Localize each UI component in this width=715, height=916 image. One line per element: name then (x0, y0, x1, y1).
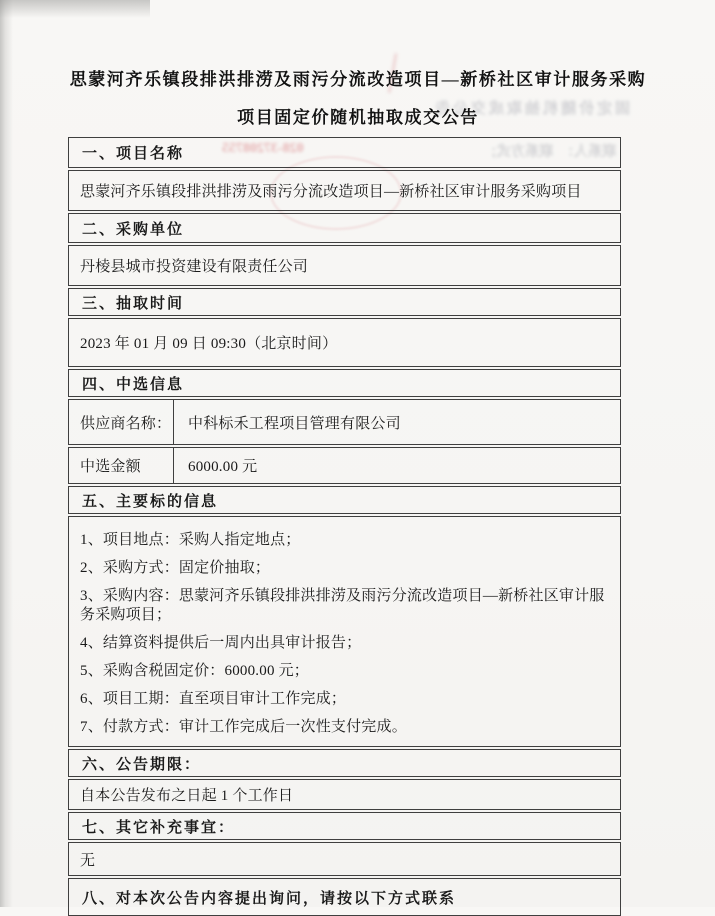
list-item: 1、项目地点：采购人指定地点； (80, 532, 301, 548)
table-row-section: 二、采购单位 (68, 213, 621, 243)
table-row-text: 2023 年 01 月 09 日 09:30（北京时间） (68, 318, 621, 367)
table-row-text: 自本公告发布之日起 1 个工作日 (68, 779, 621, 810)
list-item: 3、采购内容：思蒙河齐乐镇段排洪排涝及雨污分流改造项目—新桥社区审计服务采购项目； (80, 588, 605, 623)
list-item: 4、结算资料提供后一周内出具审计报告； (80, 635, 362, 651)
field-label: 供应商名称： (80, 415, 172, 432)
field-value: 6000.00 元 (173, 448, 620, 483)
table-row-section: 七、其它补充事宜： (68, 812, 621, 840)
table-row-text: 思蒙河齐乐镇段排洪排涝及雨污分流改造项目—新桥社区审计服务采购项目 (68, 170, 621, 211)
scan-corner-shadow (0, 0, 150, 18)
table-row-section: 一、项目名称 (68, 137, 621, 168)
page-title-line-1: 思蒙河齐乐镇段排洪排涝及雨污分流改造项目—新桥社区审计服务采购 (69, 70, 647, 89)
list-item: 7、付款方式：审计工作完成后一次性支付完成。 (80, 719, 407, 735)
table-row-section: 五、主要标的信息 (68, 486, 621, 514)
page-title-line-2: 项目固定价随机抽取成交公告 (237, 108, 479, 127)
bleedthrough-contact-labels: 联系人： 联系方式； (483, 145, 616, 160)
bleedthrough-text-upper: 固定价随机抽取成交公告 (432, 101, 631, 117)
announcement-table (68, 137, 621, 916)
list-item: 5、采购含税固定价：6000.00 元； (80, 663, 310, 679)
table-row-section: 八、对本次公告内容提出询问，请按以下方式联系 (68, 878, 621, 916)
table-row-list (68, 516, 621, 747)
table-row-section: 六、公告期限： (68, 749, 621, 777)
table-row-text: 丹棱县城市投资建设有限责任公司 (68, 245, 621, 286)
table-row-text: 无 (68, 842, 621, 876)
table-row-pair (68, 447, 621, 484)
list-item: 6、项目工期：直至项目审计工作完成； (80, 691, 347, 707)
table-row-section: 三、抽取时间 (68, 288, 621, 316)
scan-edge-shadow (0, 0, 13, 907)
bleedthrough-phone-number: 028-37208755 (222, 141, 304, 156)
table-row-section: 四、中选信息 (68, 369, 621, 397)
list-item: 2、采购方式：固定价抽取； (80, 560, 271, 576)
table-row-pair (68, 399, 621, 445)
field-value: 中科标禾工程项目管理有限公司 (173, 400, 620, 444)
field-label: 中选金额 (80, 459, 141, 475)
